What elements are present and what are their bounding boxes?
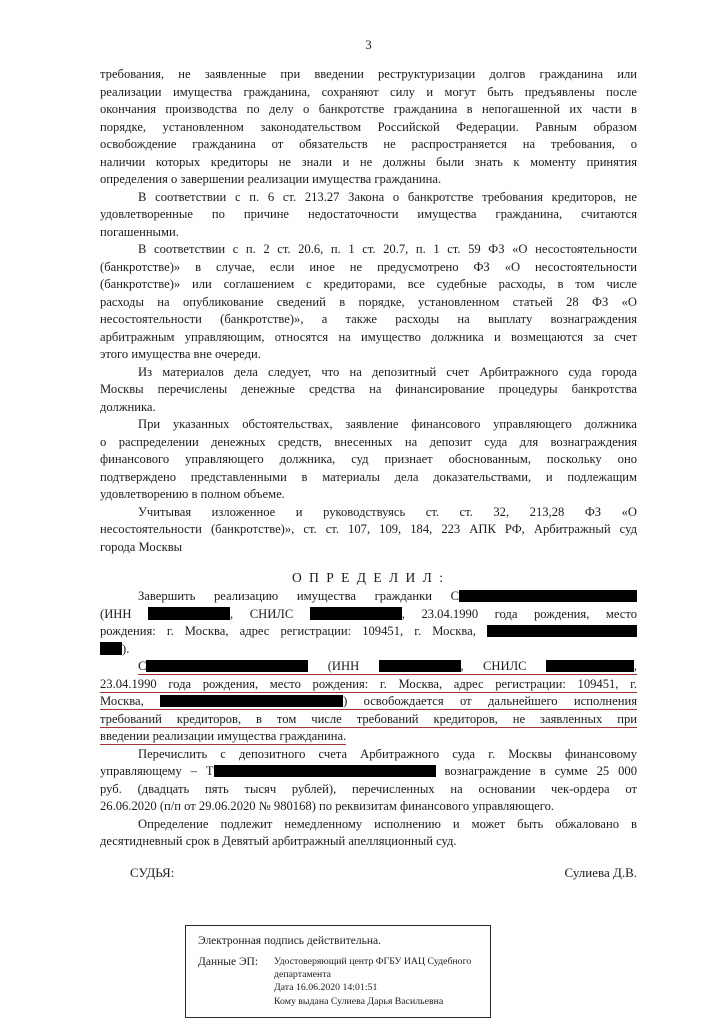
line-text: расходы на опубликование сведений в порядке, установленном статьей 28 ФЗ «О xyxy=(100,294,637,309)
line-text: управляющему – Т вознаграждение в сумме 25 000 xyxy=(100,764,637,778)
text-line xyxy=(100,539,637,557)
text-line xyxy=(100,676,637,694)
red-underlined-text: 23.04.1990 года рождения, место рождения: г. Москва, адрес регистрации: 109451, г. xyxy=(100,676,637,691)
para-transfer-remuneration xyxy=(100,746,637,816)
text-line xyxy=(100,84,637,102)
line-text: 26.06.2020 (п/п от 29.06.2020 № 980168) по реквизитам финансового управляющего. xyxy=(100,799,555,813)
para-debtor-released xyxy=(100,658,637,746)
text-line xyxy=(100,154,637,172)
line-text: о распределении денежных средств, внесенных на депозит суда для вознаграждения xyxy=(100,434,637,449)
red-underlined-text: введении реализации имущества гражданина. xyxy=(100,729,347,743)
text-line xyxy=(100,119,637,137)
text-line xyxy=(100,451,637,469)
text-line xyxy=(100,763,637,781)
esign-date: Дата 16.06.2020 14:01:51 xyxy=(274,982,378,994)
text-line xyxy=(100,434,637,452)
text-line xyxy=(100,781,637,799)
document-body xyxy=(100,66,637,851)
line-text: этого имущества вне очереди. xyxy=(100,347,261,361)
line-text: руб. (двадцать пять тысяч рублей), перечисленных на основании чек-ордера от xyxy=(100,781,637,796)
line-text: удовлетворенные по причине недостаточности имущества гражданина, считаются xyxy=(100,207,637,221)
text-line xyxy=(100,346,637,364)
text-line xyxy=(100,136,637,154)
line-text: (банкротстве)» в случае, если иное не предусмотрено ФЗ «О несостоятельности xyxy=(100,259,637,274)
text-line xyxy=(100,728,637,746)
para-immediate-execution xyxy=(100,816,637,851)
para-application-justified xyxy=(100,416,637,504)
line-text: Москвы перечислены денежные средства на финансирование процедуры банкротства xyxy=(100,382,637,396)
esign-issued-to: Кому выдана Сулиева Дарья Васильевна xyxy=(274,995,444,1007)
redaction-bar xyxy=(546,660,634,673)
para-unreleased-claims xyxy=(100,66,637,189)
redaction-bar xyxy=(148,607,230,620)
line-text: Завершить реализацию имущества гражданки С xyxy=(138,589,637,603)
text-line xyxy=(100,711,637,729)
text-line xyxy=(100,746,637,764)
redaction-bar xyxy=(146,660,308,673)
text-line xyxy=(100,833,637,851)
redaction-bar xyxy=(100,642,122,655)
esign-data-row xyxy=(198,955,478,1008)
para-complete-realization xyxy=(100,588,637,658)
text-line xyxy=(100,588,637,606)
red-underlined-text: требований кредиторов, в том числе требований кредиторов, не заявленных при xyxy=(100,711,637,726)
text-line xyxy=(100,381,637,399)
text-line xyxy=(100,171,637,189)
line-text: (банкротстве)» или соглашением с кредиторами, все судебные расходы, в том числе xyxy=(100,277,637,291)
text-line xyxy=(100,469,637,487)
text-line xyxy=(100,399,637,417)
para-deposit-funds xyxy=(100,364,637,417)
line-text: При указанных обстоятельствах, заявление финансового управляющего должника xyxy=(138,417,637,431)
line-text: удовлетворению в полном объеме. xyxy=(100,487,285,501)
line-text: ). xyxy=(100,642,129,656)
text-line xyxy=(100,241,637,259)
text-line xyxy=(100,206,637,224)
para-considering xyxy=(100,504,637,557)
line-text: несостоятельности (банкротстве)», ст. ст. 107, 109, 184, 223 АПК РФ, Арбитражный суд xyxy=(100,522,637,536)
red-underlined-text: Москва, ) освобождается от дальнейшего исполнения xyxy=(100,694,637,708)
para-art-213-27 xyxy=(100,189,637,242)
line-text: рождения: г. Москва, адрес регистрации: 109451, г. Москва, xyxy=(100,624,637,638)
esign-details xyxy=(274,955,478,1008)
text-line xyxy=(100,623,637,641)
esign-data-label: Данные ЭП: xyxy=(198,956,259,968)
text-line xyxy=(100,521,637,539)
text-line xyxy=(100,189,637,207)
text-line xyxy=(100,259,637,277)
esign-authority: Удостоверяющий центр ФГБУ ИАЦ Судебного департамента xyxy=(274,956,472,981)
text-line xyxy=(100,416,637,434)
judge-label: СУДЬЯ: xyxy=(130,864,175,880)
line-text: несостоятельности (банкротстве)», а также расходы на выплату вознаграждения xyxy=(100,312,637,326)
line-text: арбитражным управляющим, относятся на имущество должника и возмещаются за счет xyxy=(100,329,637,344)
line-text: Из материалов дела следует, что на депозитный счет Арбитражного суда города xyxy=(138,364,637,379)
esign-valid-text: Электронная подпись действительна. xyxy=(198,935,381,947)
line-text: требования, не заявленные при введении реструктуризации долгов гражданина или xyxy=(100,67,637,81)
judge-name: Сулиева Д.В. xyxy=(564,864,637,880)
line-text: освобождение гражданина от обязательств не распространяется на требования, о xyxy=(100,137,637,151)
esignature-stamp-box xyxy=(185,925,491,1018)
text-line xyxy=(100,329,637,347)
redaction-bar xyxy=(160,695,343,708)
line-text: порядке, установленном законодательством Российской Федерации. Равным образом xyxy=(100,119,637,134)
ruling-heading: О П Р Е Д Е Л И Л : xyxy=(292,570,445,585)
para-court-expenses xyxy=(100,241,637,364)
line-text: подтверждено представленными в материалы дела доказательствами, и подлежащим xyxy=(100,469,637,484)
line-text: десятидневный срок в Девятый арбитражный апелляционный суд. xyxy=(100,834,457,848)
redaction-bar xyxy=(310,607,402,620)
redaction-bar xyxy=(214,765,436,778)
signature-row xyxy=(100,864,637,882)
line-text: города Москвы xyxy=(100,539,183,554)
line-text: В соответствии с п. 2 ст. 20.6, п. 1 ст. 20.7, п. 1 ст. 59 ФЗ «О несостоятельности xyxy=(138,242,637,256)
text-line xyxy=(100,693,637,711)
line-text: Перечислить с депозитного счета Арбитражного суда г. Москвы финансовому xyxy=(138,746,637,761)
text-line xyxy=(100,276,637,294)
text-line xyxy=(100,486,637,504)
page-content xyxy=(100,36,637,1018)
text-line xyxy=(100,294,637,312)
redaction-bar xyxy=(487,625,637,638)
text-line xyxy=(100,641,637,659)
text-line xyxy=(100,101,637,119)
redaction-bar xyxy=(459,590,637,603)
text-line xyxy=(100,504,637,522)
text-line xyxy=(100,364,637,382)
line-text: (ИНН , СНИЛС , 23.04.1990 года рождения, место xyxy=(100,606,637,621)
line-text: окончания производства по делу о банкротстве гражданина в непогашенной их части в xyxy=(100,102,637,116)
line-text: Учитывая изложенное и руководствуясь ст. ст. 32, 213,28 ФЗ «О xyxy=(138,504,637,519)
line-text: наличии которых кредиторы не знали и не должны были знать к моменту принятия xyxy=(100,154,637,169)
text-line xyxy=(100,66,637,84)
text-line xyxy=(100,798,637,816)
line-text: Определение подлежит немедленному исполнению и может быть обжаловано в xyxy=(138,816,637,831)
line-text: определения о завершении реализации имущества гражданина. xyxy=(100,172,442,186)
line-text: реализации имущества гражданина, сохраняют силу и могут быть предъявлены после xyxy=(100,84,637,99)
text-line xyxy=(100,606,637,624)
text-line xyxy=(100,816,637,834)
page-number: 3 xyxy=(365,37,372,52)
text-line xyxy=(100,311,637,329)
line-text: финансового управляющего должника, суд признает обоснованным, поскольку оно xyxy=(100,452,637,466)
text-line xyxy=(100,658,637,676)
line-text: В соответствии с п. 6 ст. 213.27 Закона о банкротстве требования кредиторов, не xyxy=(138,189,637,204)
red-underlined-text: С (ИНН , СНИЛС , xyxy=(138,659,637,673)
line-text: должника. xyxy=(100,399,156,414)
line-text: погашенными. xyxy=(100,224,179,239)
text-line xyxy=(100,224,637,242)
redaction-bar xyxy=(379,660,461,673)
